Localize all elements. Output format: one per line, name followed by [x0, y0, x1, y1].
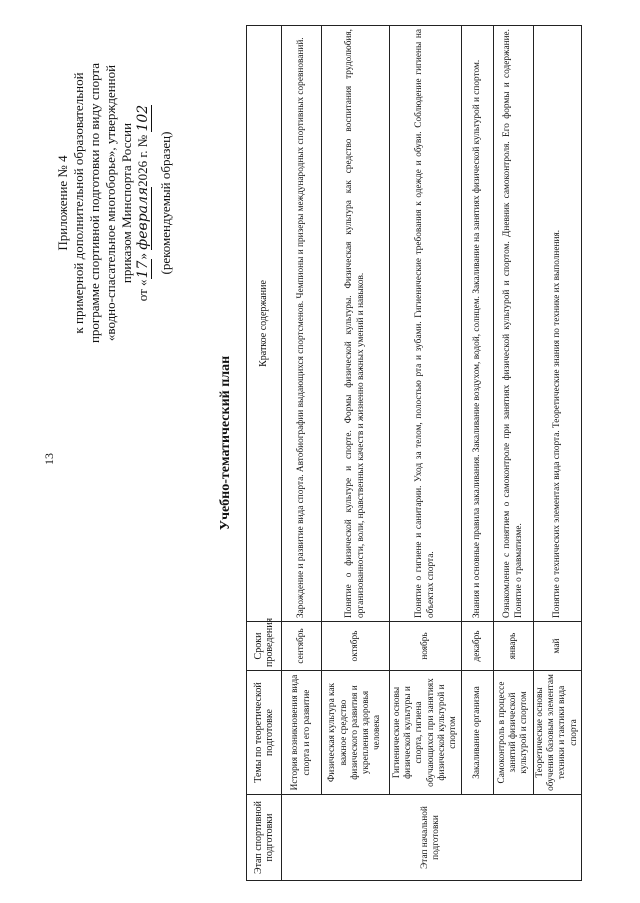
- page-title: Учебно-тематический план: [218, 355, 233, 531]
- table-header-row: [247, 26, 282, 881]
- date-cell: сентябрь: [282, 622, 322, 671]
- desc-cell: Понятие о гигиене и санитарии. Уход за телом, полостью рта и зубами. Гигиенические требования к одежде и обуви. Соблюдение гигиены на объектах спорта.: [390, 26, 462, 622]
- theme-cell: Теоретические основы обучения базовым элементам техники и тактики вида спорта: [534, 671, 582, 795]
- table-row: [322, 26, 390, 881]
- date-year: 2026 г. №: [135, 134, 150, 187]
- header-date: Сроки проведения: [247, 622, 282, 671]
- theme-cell: Закаливание организма: [462, 671, 494, 795]
- date-mid: »: [135, 252, 150, 260]
- date-cell: январь: [494, 622, 534, 671]
- header-stage: Этап спортивной подготовки: [247, 795, 282, 881]
- appendix-line-3: программе спортивной подготовки по виду спорта: [87, 62, 102, 344]
- date-cell: ноябрь: [390, 622, 462, 671]
- appendix-line-4: «водно-спасательное многоборье», утвержденной: [103, 64, 118, 342]
- header-theme: Темы по теоретической подготовке: [247, 671, 282, 795]
- page-number: 13: [42, 453, 56, 465]
- appendix-line-1: Приложение № 4: [55, 155, 70, 251]
- date-cell: декабрь: [462, 622, 494, 671]
- appendix-line-2: к примерной дополнительной образовательной: [71, 72, 86, 334]
- desc-cell: Знания и основные правила закаливания. Закаливание воздухом, водой, солнцем. Закаливание на занятиях физической культурой и спортом.: [462, 26, 494, 622]
- table-row: [390, 26, 462, 881]
- recommended-note: (рекомендуемый образец): [158, 131, 173, 275]
- appendix-block: [55, 23, 174, 383]
- theme-cell: История возникновения вида спорта и его развитие: [282, 671, 322, 795]
- desc-cell: Понятие о физической культуре и спорте. Формы физической культуры. Физическая культура как средство воспитания трудолюбия, организованности, воли, нравственных качеств и жизненно важных умений и навыков.: [322, 26, 390, 622]
- desc-cell: Понятие о технических элементах вида спорта. Теоретические знания по технике их выполнения.: [534, 26, 582, 622]
- table-row: [462, 26, 494, 881]
- theme-cell: Физическая культура как важное средство физического развития и укрепления здоровья человека: [322, 671, 390, 795]
- order-number: 102: [135, 104, 151, 132]
- plan-table: [246, 25, 582, 881]
- date-cell: октябрь: [322, 622, 390, 671]
- date-cell: май: [534, 622, 582, 671]
- table-row: [534, 26, 582, 881]
- appendix-line-5: приказом Минспорта России: [119, 122, 134, 284]
- theme-cell: Гигиенические основы физической культуры и спорта, гигиена обучающихся при занятиях физической культурой и спортом: [390, 671, 462, 795]
- theme-cell: Самоконтроль в процессе занятий физической культурой и спортом: [494, 671, 534, 795]
- date-day: 17: [135, 260, 151, 279]
- table-row: [494, 26, 534, 881]
- desc-cell: Ознакомление с понятием о самоконтроле при занятиях физической культурой и спортом. Дневник самоконтроля. Его формы и содержание. Понятие о травматизме.: [494, 26, 534, 622]
- appendix-date-line: [135, 23, 152, 383]
- date-prefix: от «: [135, 279, 150, 302]
- header-desc: Краткое содержание: [247, 26, 282, 622]
- desc-cell: Зарождение и развитие вида спорта. Автобиографии выдающихся спортсменов. Чемпионы и призеры международных спортивных соревнований.: [282, 26, 322, 622]
- table-row: [282, 26, 322, 881]
- stage-cell: Этап начальной подготовки: [282, 795, 582, 881]
- date-month: февраля: [135, 186, 151, 250]
